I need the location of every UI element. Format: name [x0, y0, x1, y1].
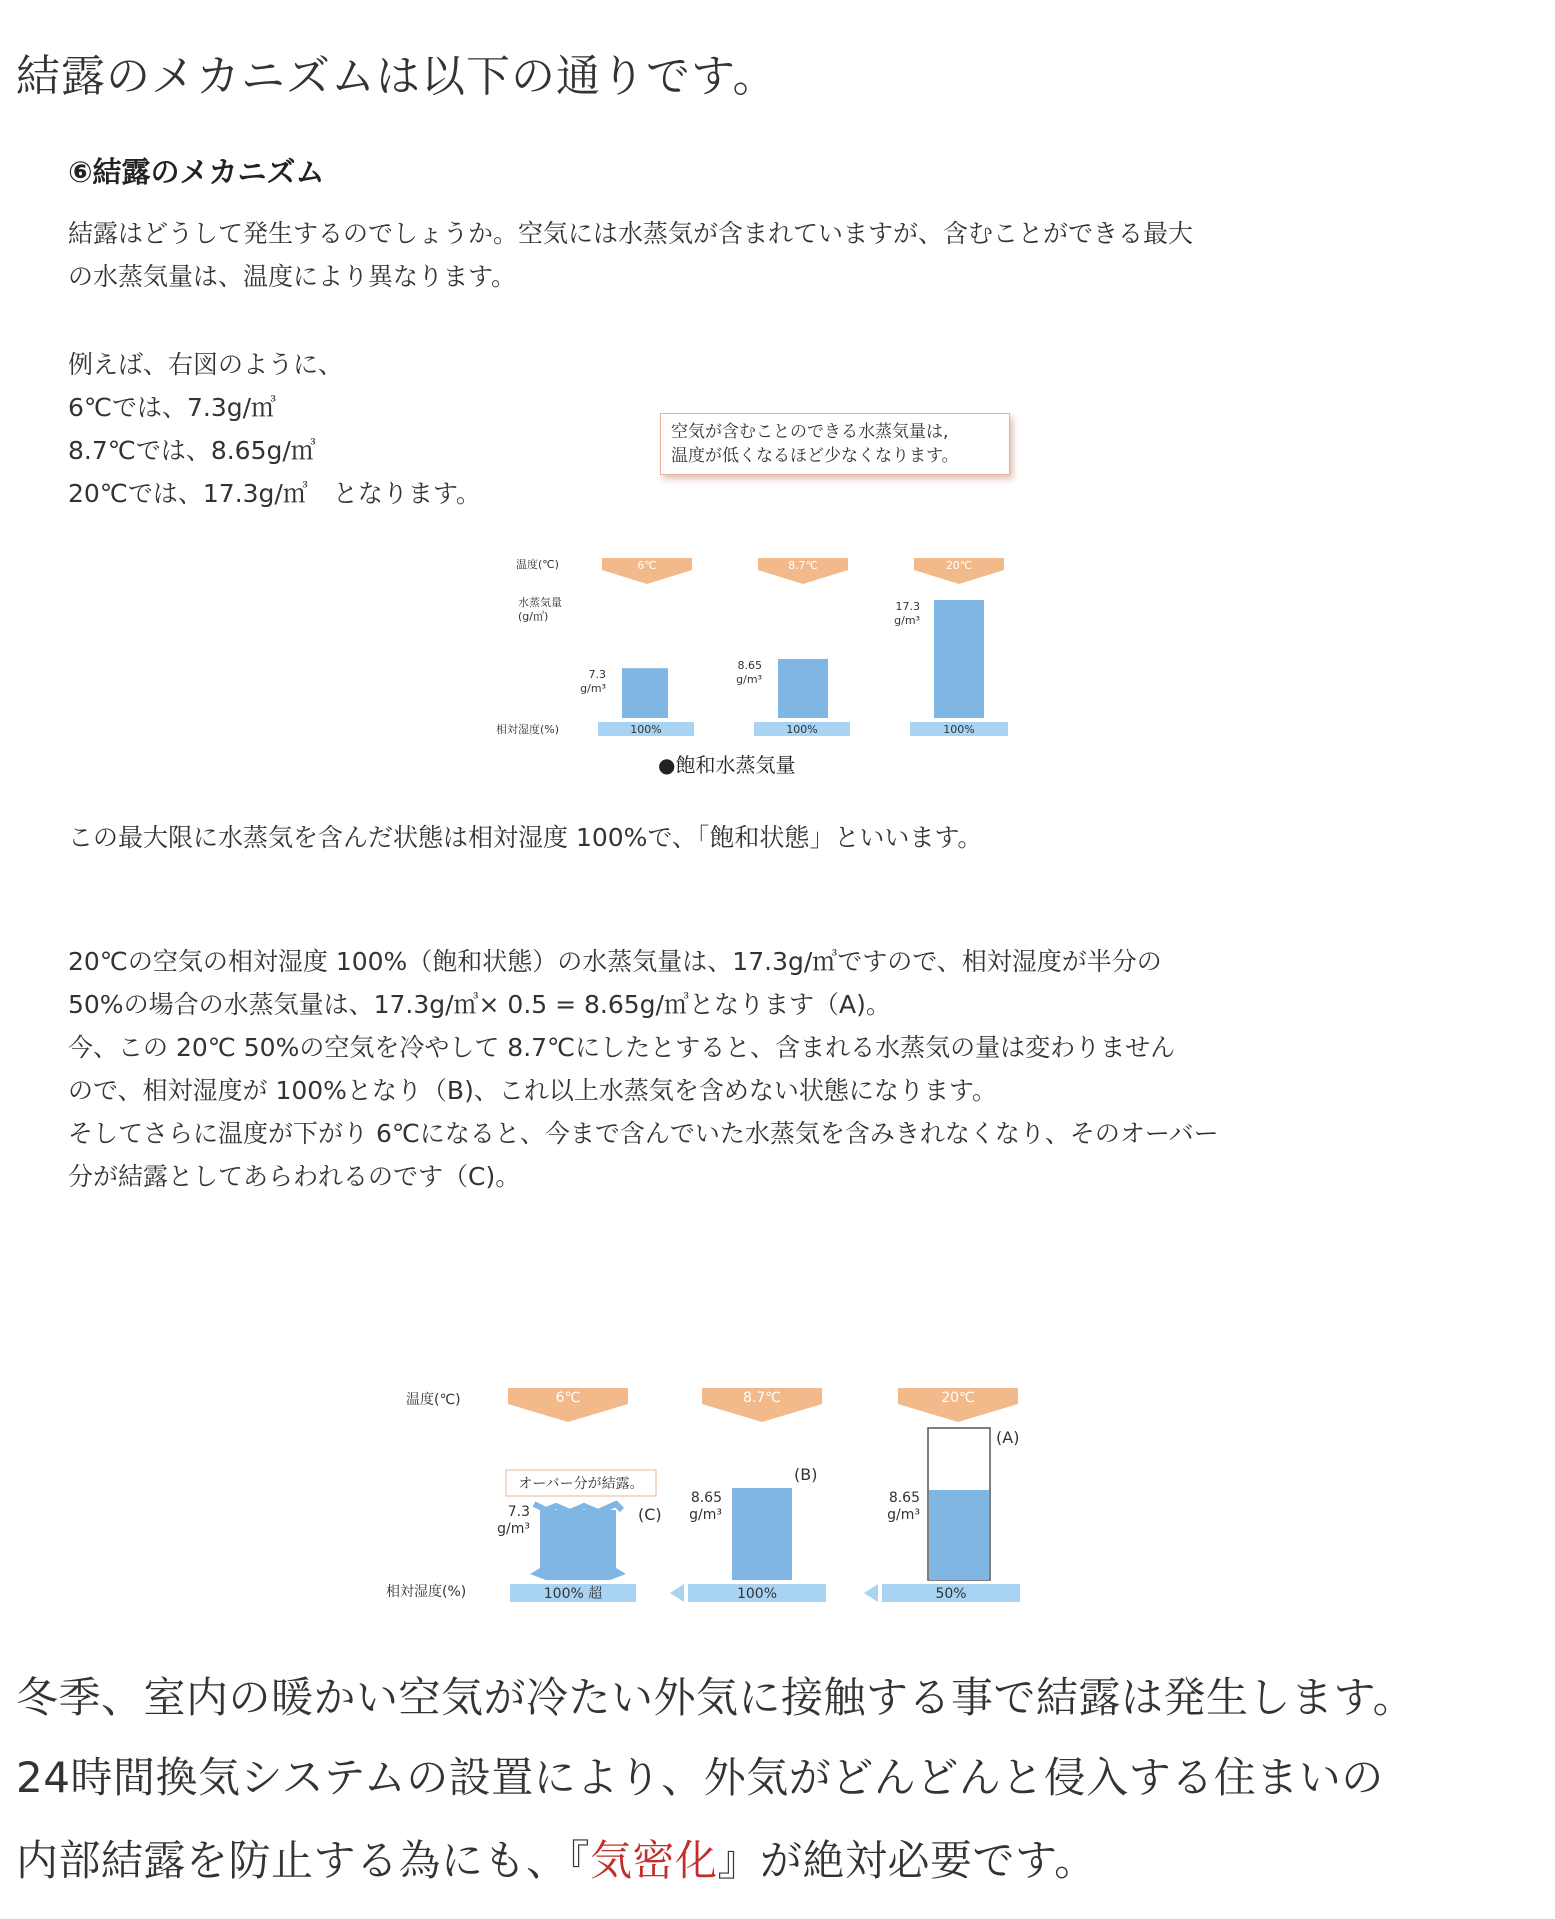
vapor-unit: g/m³ [580, 682, 606, 696]
airtight-emphasis: 気密化 [590, 1836, 718, 1885]
temp-label: 8.7℃ [743, 1390, 781, 1406]
saturation-paragraph: この最大限に水蒸気を含んだ状態は相対湿度 100%で、「飽和状態」といいます。 [68, 823, 983, 852]
vapor-bar [778, 659, 828, 718]
temp-label: 8.7℃ [788, 559, 818, 572]
left-arrow-shape [670, 1584, 684, 1602]
callout-line: 温度が低くなるほど少なくなります。 [671, 446, 959, 466]
example-line: 例えば、右図のように、 [68, 350, 344, 379]
vapor-bar [732, 1488, 792, 1580]
footer-line-3-post: 』が絶対必要です。 [717, 1836, 1097, 1885]
examples-list [68, 343, 481, 515]
vapor-value: 8.65 [888, 1490, 920, 1506]
explanation-paragraph [68, 940, 1219, 1198]
vapor-value: 8.65 [737, 659, 762, 672]
vapor-unit: g/m³ [497, 1521, 530, 1537]
intro-line: の水蒸気量は、温度により異なります。 [68, 262, 517, 291]
explanation-line: 50%の場合の水蒸気量は、17.3g/㎥× 0.5 = 8.65g/㎥となります（A)。 [68, 990, 891, 1019]
temp-label: 6℃ [637, 559, 657, 572]
intro-line: 結露はどうして発生するのでしょうか。空気には水蒸気が含まれていますが、含むことができる最大 [68, 219, 1194, 248]
tag-a: (A) [996, 1428, 1020, 1447]
temp-axis-label: 温度(℃) [516, 558, 559, 571]
temp-axis-label: 温度(℃) [406, 1392, 461, 1408]
left-arrow-shape [864, 1584, 878, 1602]
d1-column-20 [894, 558, 1008, 736]
temp-label: 20℃ [941, 1390, 975, 1406]
vapor-unit: g/m³ [887, 1507, 920, 1523]
footer-line-3-pre: 内部結露を防止する為にも、『 [16, 1836, 591, 1885]
rh-value: 100% [943, 723, 975, 736]
temp-label: 6℃ [555, 1390, 581, 1406]
d1-column-8-7 [736, 558, 850, 736]
tag-c: (C) [638, 1505, 662, 1524]
section-title: ⑥結露のメカニズム [68, 155, 325, 189]
rh-value: 100% [786, 723, 818, 736]
temp-label: 20℃ [945, 559, 973, 572]
vapor-axis-unit: (g/㎥) [518, 610, 549, 623]
footer-line-3 [16, 1828, 1097, 1888]
vapor-bar [934, 600, 984, 718]
vapor-value: 7.3 [588, 668, 606, 682]
explanation-line: そしてさらに温度が下がり 6℃になると、今まで含んでいた水蒸気を含みきれなくなり、そのオーバー [68, 1119, 1219, 1148]
explanation-line: ので、相対湿度が 100%となり（B)、これ以上水蒸気を含めない状態になります。 [68, 1076, 997, 1105]
d2-column-6 [497, 1388, 662, 1602]
explanation-line: 今、この 20℃ 50%の空気を冷やして 8.7℃にしたとすると、含まれる水蒸気の量は変わりません [68, 1033, 1176, 1062]
footer-line-2: 24時間換気システムの設置により、外気がどんどんと侵入する住まいの [16, 1753, 1384, 1802]
diagram1-caption: ●飽和水蒸気量 [658, 753, 796, 777]
diagram1-callout [660, 413, 1010, 475]
footer-line-1: 冬季、室内の暖かい空気が冷たい外気に接触する事で結露は発生します。 [16, 1673, 1416, 1722]
vapor-unit: g/m³ [689, 1507, 722, 1523]
vapor-bar [929, 1490, 989, 1580]
overflow-label: オーバー分が結露。 [518, 1476, 644, 1492]
rh-value: 100% 超 [543, 1586, 603, 1602]
overflow-water [530, 1510, 626, 1580]
page-heading: 結露のメカニズムは以下の通りです。 [16, 51, 778, 102]
vapor-unit: g/m³ [736, 673, 762, 686]
vapor-unit: g/m³ [894, 614, 920, 627]
vapor-value: 7.3 [507, 1504, 530, 1520]
d2-column-8-7 [670, 1388, 826, 1602]
intro-paragraph [68, 212, 1193, 298]
rh-value: 50% [935, 1586, 967, 1602]
callout-line: 空気が含むことのできる水蒸気量は, [671, 422, 949, 442]
example-line: 6℃では、7.3g/㎥ [68, 393, 277, 422]
condensation-diagram [380, 1380, 1060, 1612]
example-line: 8.7℃では、8.65g/㎥ [68, 436, 316, 465]
rh-value: 100% [630, 723, 662, 736]
vapor-value: 17.3 [895, 600, 920, 613]
vapor-bar [622, 668, 668, 718]
tag-b: (B) [794, 1465, 818, 1484]
d1-column-6 [580, 558, 694, 736]
vapor-value: 8.65 [690, 1490, 722, 1506]
saturation-diagram [480, 548, 1040, 780]
d2-column-20 [864, 1388, 1020, 1602]
rh-axis-label: 相対湿度(%) [386, 1584, 467, 1600]
vapor-axis-label: 水蒸気量 [518, 596, 562, 609]
explanation-line: 分が結露としてあらわれるのです（C)。 [68, 1162, 521, 1191]
rh-value: 100% [736, 1586, 778, 1602]
example-line: 20℃では、17.3g/㎥ となります。 [68, 479, 481, 508]
rh-axis-label: 相対湿度(%) [496, 723, 560, 736]
explanation-line: 20℃の空気の相対湿度 100%（飽和状態）の水蒸気量は、17.3g/㎥ですので、相対湿度が半分の [68, 947, 1162, 976]
